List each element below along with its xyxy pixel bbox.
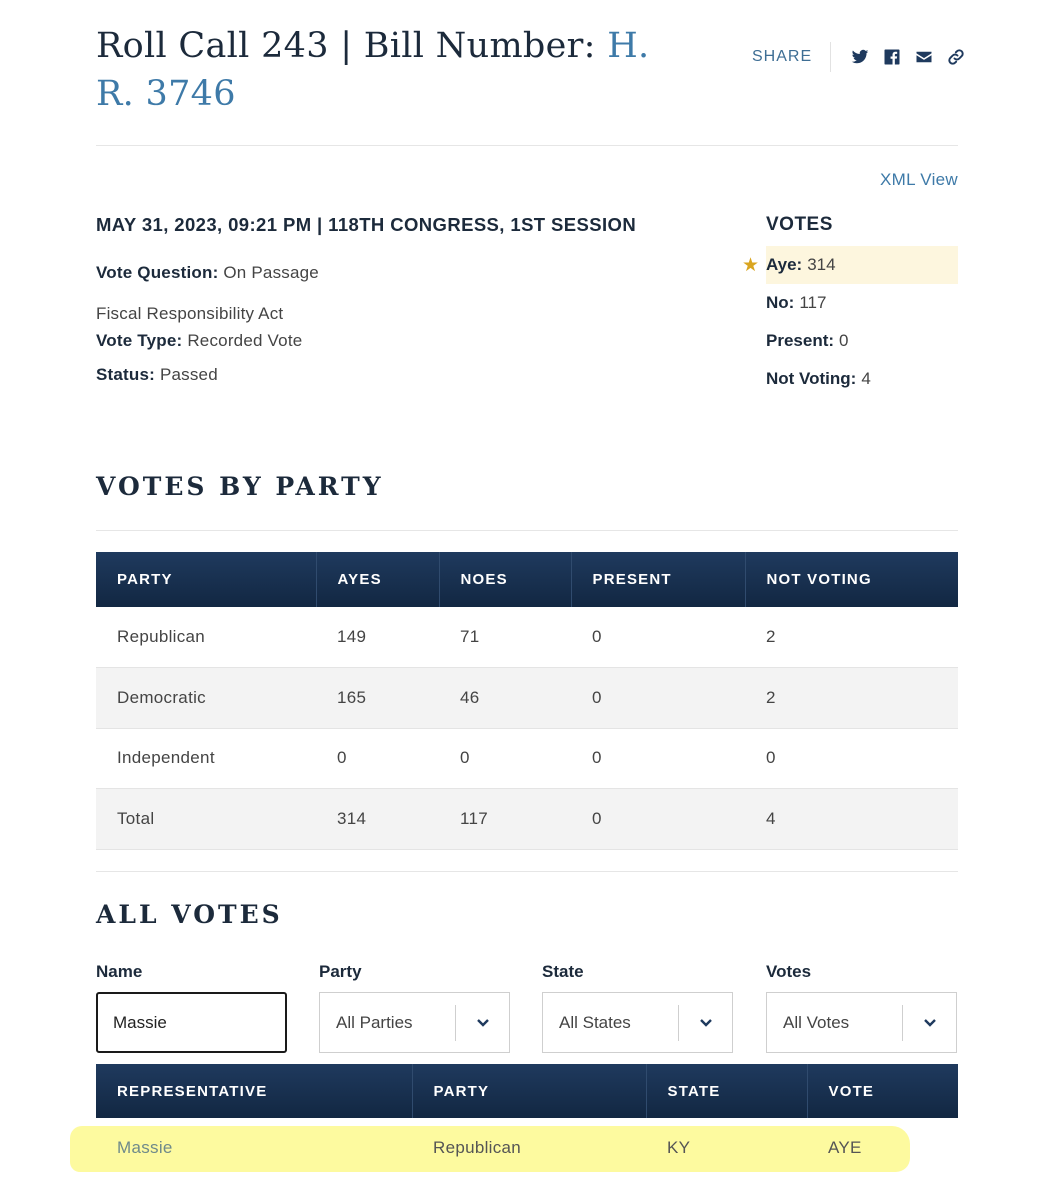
votes-by-party-title: VOTES BY PARTY <box>96 472 384 501</box>
twitter-icon[interactable] <box>849 46 871 68</box>
ayes-cell: 149 <box>316 607 439 668</box>
link-icon[interactable] <box>945 46 967 68</box>
table-row <box>96 1118 958 1178</box>
email-icon[interactable] <box>913 46 935 68</box>
state-select-value: All States <box>559 1012 631 1032</box>
share-divider <box>830 42 831 72</box>
state-cell: KY <box>667 1138 691 1157</box>
ayes-cell: 165 <box>316 668 439 729</box>
bill-number-link[interactable]: H. R. 3746 <box>96 26 650 114</box>
vote-question-label: Vote Question: <box>96 263 219 282</box>
table-row-total <box>96 789 958 850</box>
present-label: Present: <box>766 331 835 350</box>
share-label: SHARE <box>752 48 813 65</box>
party-section-divider <box>96 530 958 531</box>
col-header-noes: NOES <box>439 552 571 607</box>
not-voting-cell: 2 <box>745 668 958 729</box>
vote-cell: AYE <box>828 1138 862 1157</box>
no-label: No: <box>766 293 795 312</box>
chevron-down-icon <box>902 1005 956 1041</box>
party-cell: Total <box>96 789 316 850</box>
col-header-party: PARTY <box>412 1064 646 1118</box>
col-header-state: STATE <box>646 1064 807 1118</box>
present-value: 0 <box>839 331 849 350</box>
present-count <box>766 322 958 360</box>
vote-type <box>96 331 302 351</box>
facebook-icon[interactable] <box>881 46 903 68</box>
chevron-down-icon <box>678 1005 732 1041</box>
party-cell: Republican <box>433 1138 522 1157</box>
aye-count <box>742 246 958 284</box>
no-count <box>766 284 958 322</box>
party-cell: Republican <box>96 607 316 668</box>
state-select[interactable] <box>542 992 733 1053</box>
share-bar <box>752 42 977 72</box>
representative-link[interactable]: Massie <box>117 1138 173 1157</box>
col-header-representative: REPRESENTATIVE <box>96 1064 412 1118</box>
noes-cell: 71 <box>439 607 571 668</box>
present-cell: 0 <box>571 668 745 729</box>
party-select[interactable] <box>319 992 510 1053</box>
vote-status-value: Passed <box>159 365 218 384</box>
bill-description: Fiscal Responsibility Act <box>96 304 284 323</box>
state-filter-label: State <box>542 962 584 981</box>
xml-view-link[interactable]: XML View <box>880 170 958 189</box>
ayes-cell: 0 <box>316 728 439 789</box>
not-voting-cell: 4 <box>745 789 958 850</box>
col-header-vote: VOTE <box>807 1064 958 1118</box>
ayes-cell: 314 <box>316 789 439 850</box>
noes-cell: 117 <box>439 789 571 850</box>
col-header-present: PRESENT <box>571 552 745 607</box>
not-voting-value: 4 <box>861 369 871 388</box>
table-row <box>96 668 958 729</box>
vote-status-label: Status: <box>96 365 156 384</box>
not-voting-cell: 0 <box>745 728 958 789</box>
star-icon: ★ <box>742 255 760 276</box>
vote-question <box>96 263 319 283</box>
chevron-down-icon <box>455 1005 509 1041</box>
aye-value: 314 <box>807 255 836 274</box>
col-header-ayes: AYES <box>316 552 439 607</box>
rep-table-header <box>96 1064 958 1118</box>
vote-question-value: On Passage <box>223 263 319 282</box>
noes-cell: 0 <box>439 728 571 789</box>
party-select-value: All Parties <box>336 1012 413 1032</box>
vote-type-label: Vote Type: <box>96 331 183 350</box>
vote-date-line: MAY 31, 2023, 09:21 PM | 118TH CONGRESS, 1ST SESSION <box>96 214 637 235</box>
votes-select-value: All Votes <box>783 1012 850 1032</box>
noes-cell: 46 <box>439 668 571 729</box>
not-voting-cell: 2 <box>745 607 958 668</box>
all-votes-title: ALL VOTES <box>96 900 283 929</box>
votes-select[interactable] <box>766 992 957 1053</box>
no-value: 117 <box>799 293 827 312</box>
col-header-not-voting: NOT VOTING <box>745 552 958 607</box>
name-search-input[interactable] <box>96 992 287 1053</box>
present-cell: 0 <box>571 607 745 668</box>
present-cell: 0 <box>571 728 745 789</box>
not-voting-label: Not Voting: <box>766 369 857 388</box>
vote-status <box>96 365 218 385</box>
party-filter-label: Party <box>319 962 362 981</box>
aye-label: Aye: <box>766 255 803 274</box>
present-cell: 0 <box>571 789 745 850</box>
table-row <box>96 607 958 668</box>
title-prefix: Roll Call 243 | Bill Number: <box>96 26 608 66</box>
party-cell: Independent <box>96 728 316 789</box>
votes-filter-label: Votes <box>766 962 812 981</box>
page-title <box>96 22 656 118</box>
header-divider <box>96 145 958 146</box>
votes-by-party-table <box>96 552 958 850</box>
col-header-party: PARTY <box>96 552 316 607</box>
all-votes-table <box>96 1064 958 1178</box>
votes-heading: VOTES <box>766 214 833 235</box>
name-filter-label: Name <box>96 962 143 981</box>
not-voting-count <box>766 360 958 398</box>
party-cell: Democratic <box>96 668 316 729</box>
votes-summary <box>742 214 958 398</box>
all-votes-divider <box>96 871 958 872</box>
vote-type-value: Recorded Vote <box>187 331 303 350</box>
table-row <box>96 728 958 789</box>
party-table-header <box>96 552 958 607</box>
